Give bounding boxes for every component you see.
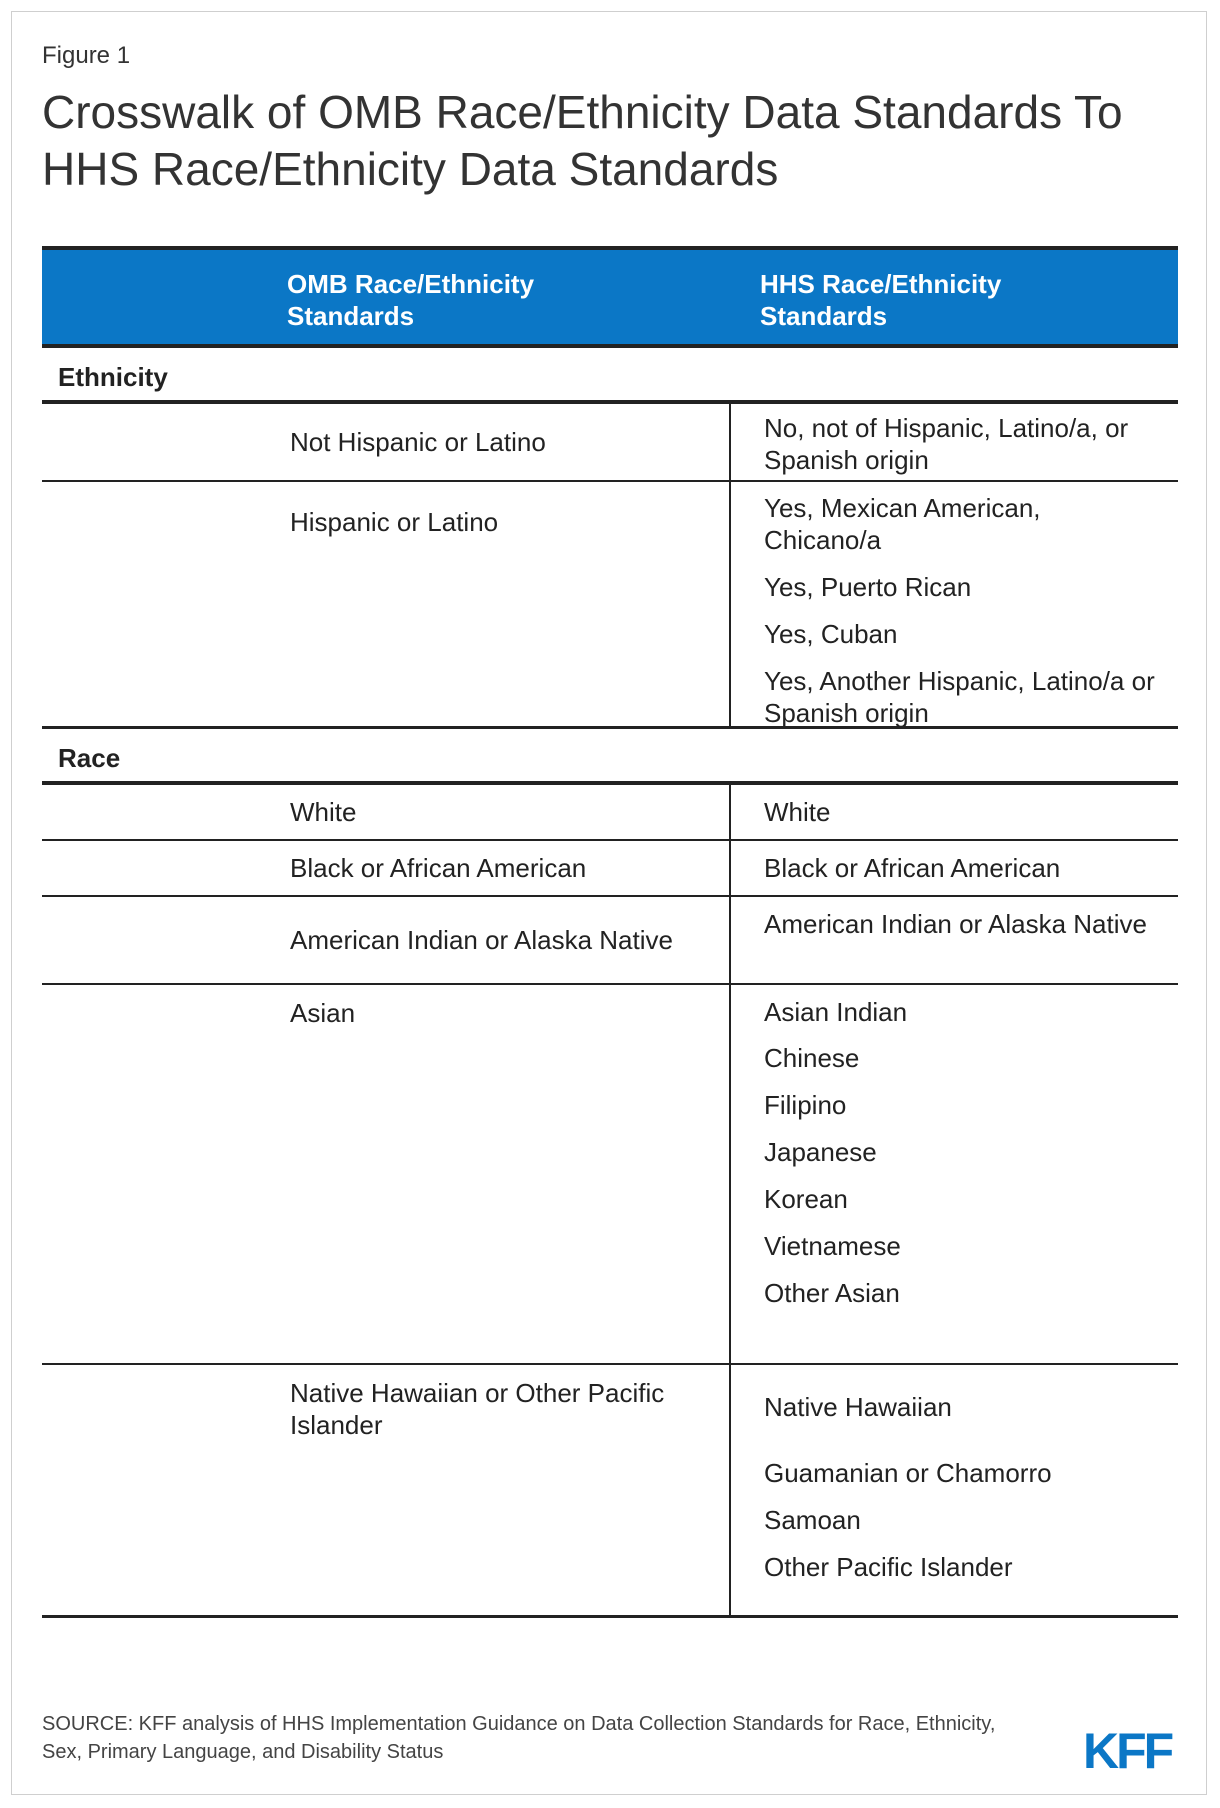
omb-cell: Hispanic or Latino [290,507,499,537]
hhs-item: Black or African American [764,853,1061,883]
section-label: Ethnicity [58,362,168,392]
table-header [42,246,1178,348]
hhs-item: Yes, Cuban [764,619,898,649]
omb-cell: White [290,797,357,827]
omb-cell: American Indian or Alaska Native [290,925,673,955]
kff-logo: KFF [1083,1723,1172,1779]
hhs-item: Samoan [764,1505,861,1535]
omb-cell: Black or African American [290,853,587,883]
omb-cell: Asian [290,998,356,1028]
source-note: SOURCE: KFF analysis of HHS Implementation Guidance on Data Collection Standards for Race, Ethnicity, Sex, Primary Language, and Disability Status [42,1713,996,1763]
hhs-item: Filipino [764,1090,847,1120]
hhs-cell [729,841,1178,895]
hhs-item: Japanese [764,1137,877,1167]
table-row [42,985,1178,1365]
hhs-item: American Indian or Alaska Native [764,909,1147,939]
omb-cell: Not Hispanic or Latino [290,427,546,457]
hhs-item: Other Pacific Islander [764,1552,1013,1582]
hhs-cell [729,785,1178,839]
hhs-item: Native Hawaiian [764,1392,952,1422]
section-race [42,729,1178,785]
hhs-item: Vietnamese [764,1231,901,1261]
section-ethnicity [42,348,1178,404]
hhs-cell [729,482,1178,726]
hhs-item: Korean [764,1184,848,1214]
omb-cell: Native Hawaiian or Other Pacific Islander [290,1378,665,1440]
table-row [42,404,1178,482]
figure-label: Figure 1 [42,42,131,69]
section-label: Race [58,743,121,773]
table-row [42,785,1178,841]
crosswalk-table [42,246,1178,1618]
table-row [42,482,1178,729]
hhs-item: White [764,797,831,827]
table-row [42,841,1178,897]
hhs-item: Guamanian or Chamorro [764,1458,1052,1488]
hhs-item: Asian Indian [764,997,908,1027]
hhs-item: Yes, Puerto Rican [764,572,972,602]
hhs-item: No, not of Hispanic, Latino/a, or Spanish origin [764,413,1129,475]
hhs-cell [729,985,1178,1363]
header-hhs: HHS Race/Ethnicity Standards [760,269,1002,331]
table-row [42,1365,1178,1618]
hhs-cell [729,897,1178,983]
table-row [42,897,1178,985]
hhs-item: Chinese [764,1043,860,1073]
hhs-item: Yes, Mexican American, Chicano/a [764,493,1041,555]
hhs-item: Yes, Another Hispanic, Latino/a or Spanish origin [764,666,1155,728]
hhs-cell [729,404,1178,480]
page-title: Crosswalk of OMB Race/Ethnicity Data Standards To HHS Race/Ethnicity Data Standards [42,86,1123,195]
hhs-cell [729,1365,1178,1615]
hhs-item: Other Asian [764,1278,900,1308]
header-omb: OMB Race/Ethnicity Standards [287,269,535,331]
